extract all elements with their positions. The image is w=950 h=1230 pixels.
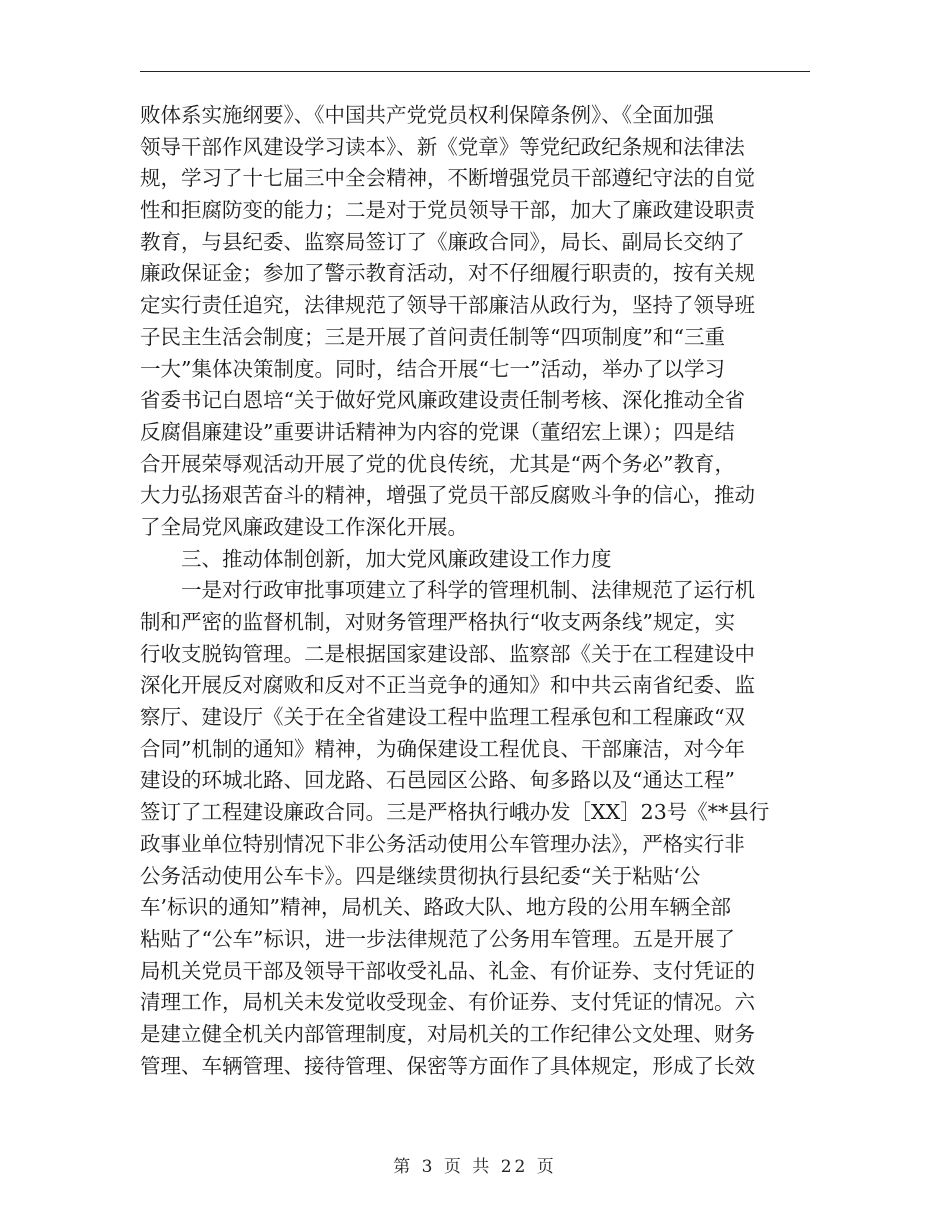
text-line: 建设的环城北路、回龙路、石邑园区公路、甸多路以及“通达工程” xyxy=(140,768,735,793)
text-line: 规，学习了十七届三中全会精神，不断增强党员干部遵纪守法的自觉 xyxy=(140,166,755,191)
text-line: 签订了工程建设廉政合同。三是严格执行峨办发［XX］23号《**县行 xyxy=(140,800,770,825)
text-line: 深化开展反对腐败和反对不正当竞争的通知》和中共云南省纪委、监 xyxy=(140,673,755,698)
text-line: 清理工作，局机关未发觉收受现金、有价证券、支付凭证的情况。六 xyxy=(140,990,755,1015)
text-line: 三、推动体制创新，加大党风廉政建设工作力度 xyxy=(140,546,612,571)
text-line: 了全局党风廉政建设工作深化开展。 xyxy=(140,514,468,539)
text-line: 廉政保证金；参加了警示教育活动，对不仔细履行职责的，按有关规 xyxy=(140,261,755,286)
page-footer: 第 3 页 共 22 页 xyxy=(393,1157,557,1177)
text-line: 败体系实施纲要》、《中国共产党党员权利保障条例》、《全面加强 xyxy=(140,103,714,127)
text-line: 子民主生活会制度；三是开展了首问责任制等“四项制度”和“三重 xyxy=(140,324,725,349)
text-line: 行收支脱钩管理。二是根据国家建设部、监察部《关于在工程建设中 xyxy=(140,641,755,666)
text-line: 粘贴了“公车”标识，进一步法律规范了公务用车管理。五是开展了 xyxy=(140,926,735,951)
text-line: 制和严密的监督机制，对财务管理严格执行“收支两条线”规定，实 xyxy=(140,610,735,634)
text-line: 政事业单位特别情况下非公务活动使用公车管理办法》，严格实行非 xyxy=(140,831,745,856)
text-line: 察厅、建设厅《关于在全省建设工程中监理工程承包和工程廉政“双 xyxy=(140,705,745,730)
text-line: 教育，与县纪委、监察局签订了《廉政合同》，局长、副局长交纳了 xyxy=(140,229,745,254)
text-line: 领导干部作风建设学习读本》、新《党章》等党纪政纪条规和法律法 xyxy=(140,134,745,159)
text-line: 性和拒腐防变的能力；二是对于党员领导干部，加大了廉政建设职责 xyxy=(140,198,755,223)
text-line: 定实行责任追究，法律规范了领导干部廉洁从政行为，坚持了领导班 xyxy=(140,293,755,318)
text-line: 合同”机制的通知》精神，为确保建设工程优良、干部廉洁，对今年 xyxy=(140,736,745,761)
text-line: 局机关党员干部及领导干部收受礼品、礼金、有价证券、支付凭证的 xyxy=(140,958,755,983)
text-line: 合开展荣辱观活动开展了党的优良传统，尤其是“两个务必”教育， xyxy=(140,451,735,476)
text-line: 大力弘扬艰苦奋斗的精神，增强了党员干部反腐败斗争的信心，推动 xyxy=(140,483,755,508)
text-line: 一大”集体决策制度。同时，结合开展“七一”活动，举办了以学习 xyxy=(140,356,725,381)
header-rule xyxy=(140,71,810,72)
text-line: 一是对行政审批事项建立了科学的管理机制、法律规范了运行机 xyxy=(140,578,755,603)
text-line: 反腐倡廉建设”重要讲话精神为内容的党课（董绍宏上课）；四是结 xyxy=(140,419,735,444)
text-line: 公务活动使用公车卡》。四是继续贯彻执行县纪委“关于粘贴‘公 xyxy=(140,863,701,888)
text-line: 是建立健全机关内部管理制度，对局机关的工作纪律公文处理、财务 xyxy=(140,1021,755,1046)
text-line: 管理、车辆管理、接待管理、保密等方面作了具体规定，形成了长效 xyxy=(140,1053,755,1078)
text-line: 车’标识的通知”精神，局机关、路政大队、地方段的公用车辆全部 xyxy=(140,895,731,920)
text-line: 省委书记白恩培“关于做好党风廉政建设责任制考核、深化推动全省 xyxy=(140,388,745,413)
body-text xyxy=(140,100,810,1082)
